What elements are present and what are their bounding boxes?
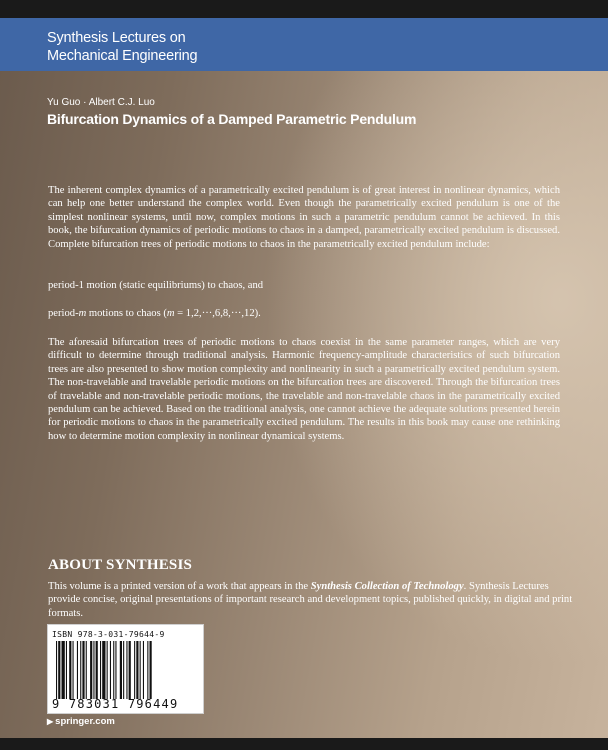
description-paragraph-2: The aforesaid bifurcation trees of periodic motions to chaos coexist in the same parameter ranges, which are very difficult to determine through traditional analysis. Harmonic frequency-amplitude characteristics of such bifurcation trees are also presented to show motion complexity and nonlinearity in such a parametrically excited pendulum system. The non-travelable and travelable periodic motions on the bifurcation trees are discovered. Through the bifurcation trees of travelable and non-travelable periodic motions, the travelable and non-travelable chaos in the parametrically excited pendulum can be achieved. Based on the traditional analysis, one cannot achieve the adequate solutions presented herein for periodic motions to chaos in the parametrically excited pendulum. The results in this book may cause one rethinking how to determine motion complexity in nonlinear dynamical systems. [48,337,560,442]
series-title-line-2: Mechanical Engineering [47,48,198,64]
list-item-2-m-variable: m [78,308,87,319]
synthesis-collection-name: Synthesis Collection of Technology [310,581,464,592]
bottom-edge [0,738,608,750]
list-item-2-m-variable-2: m [166,308,175,319]
barcode-image [54,641,197,699]
barcode-digits: 9 783031 796449 [52,697,179,711]
description-paragraph-1: The inherent complex dynamics of a parametrically excited pendulum is of great interest in nonlinear dynamics, which can help one better understand the complex world. Even though the parametrically excited pendulum is one of the simplest nonlinear systems, until now, complex motions in such a parametric pendulum cannot be achieved. In this book, the bifurcation dynamics of periodic motions to chaos in a damped, parametrically excited pendulum is discussed. Complete bifurcation trees of periodic motions to chaos in the parametrically excited pendulum include: [48,185,560,250]
isbn-number: ISBN 978-3-031-79644-9 [52,630,165,639]
description-list-item-2 [48,307,560,320]
list-item-2-prefix: period- [48,308,79,319]
list-item-2-suffix: = 1,2,···,6,8,···,12). [174,308,261,319]
description-list-item-1: period-1 motion (static equilibriums) to chaos, and [48,280,264,291]
series-title-line-1: Synthesis Lectures on [47,30,186,46]
about-text-end: . Synthesis Lectures provide concise, original presentations of important research and development topics, published quickly, in digital and print formats. [48,581,573,619]
publisher-name: springer.com [55,716,115,727]
about-text-start: This volume is a printed version of a work that appears in the [48,581,311,592]
series-title [47,29,307,65]
about-synthesis-text [48,580,578,620]
list-item-2-mid: motions to chaos ( [86,308,167,319]
book-title: Bifurcation Dynamics of a Damped Parametric Pendulum [47,111,417,127]
about-synthesis-heading: ABOUT SYNTHESIS [48,557,193,573]
isbn-barcode-box [47,624,204,714]
book-authors: Yu Guo · Albert C.J. Luo [47,97,155,108]
publisher-url [47,716,115,727]
top-edge [0,0,608,18]
arrow-icon: ▶ [47,717,54,726]
